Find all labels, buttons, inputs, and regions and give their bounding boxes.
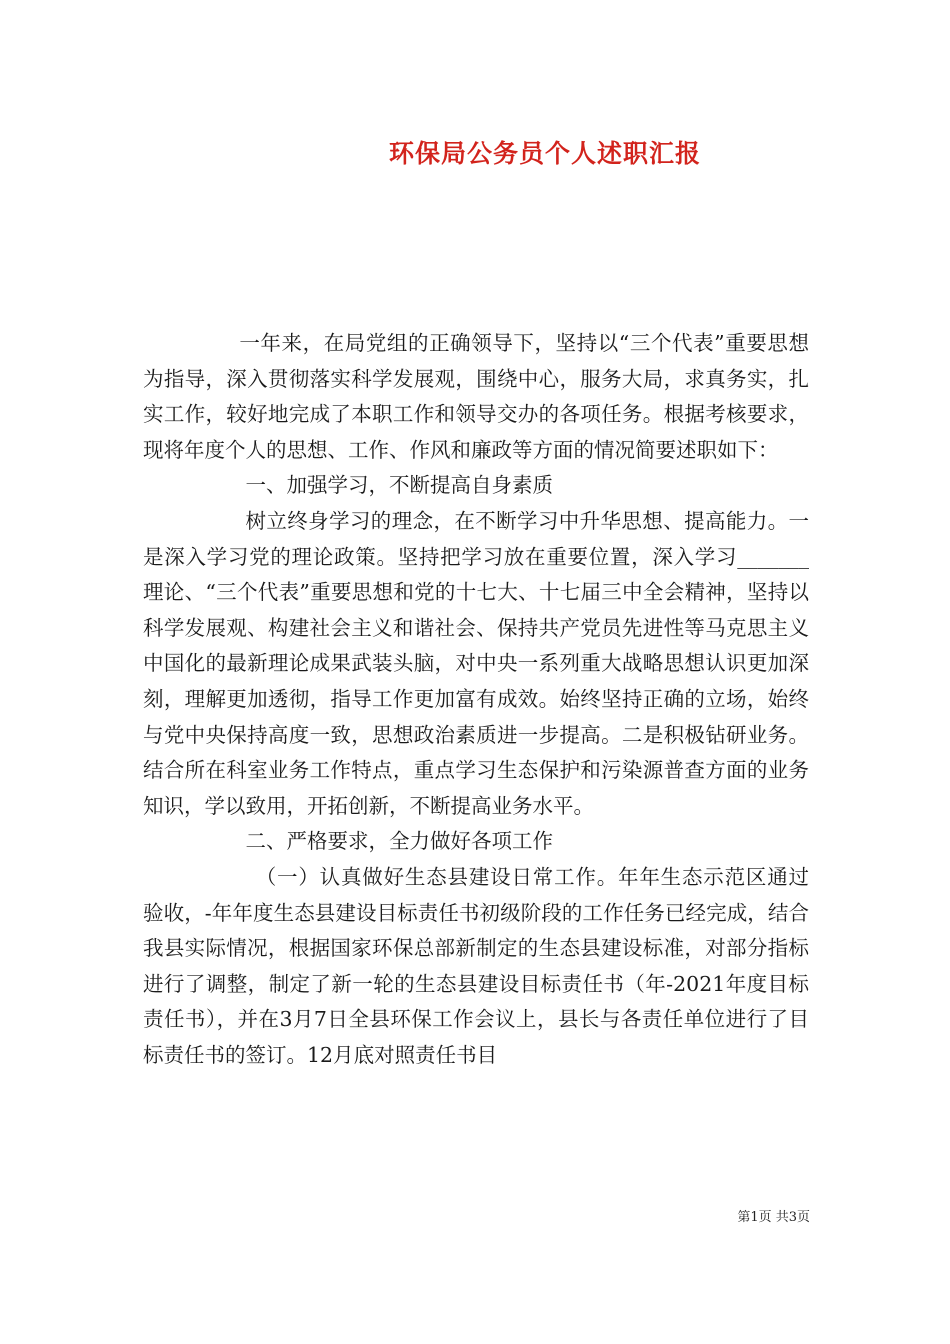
section-1-paragraph: 树立终身学习的理念，在不断学习中升华思想、提高能力。一是深入学习党的理论政策。坚持把学习放在重要位置，深入学习_______理论、“三个代表”重要思想和党的十七大、十七届三中全会精神，坚持以科学发展观、构建社会主义和谐社会、保持共产党员先进性等马克思主义中国化的最新理论成果武装头脑，对中央一系列重大战略思想认识更加深刻，理解更加透彻，指导工作更加富有成效。始终坚持正确的立场，始终与党中央保持高度一致，思想政治素质进一步提高。二是积极钻研业务。结合所在科室业务工作特点，重点学习生态保护和污染源普查方面的业务知识，学以致用，开拓创新，不断提高业务水平。 [143, 508, 809, 818]
document-body [143, 326, 809, 1073]
section-heading-2: 二、严格要求，全力做好各项工作 [245, 829, 553, 854]
intro-paragraph: 一年来，在局党组的正确领导下，坚持以“三个代表”重要思想为指导，深入贯彻落实科学发展观，围绕中心，服务大局，求真务实，扎实工作，较好地完成了本职工作和领导交办的各项任务。根据考核要求，现将年度个人的思想、工作、作风和廉政等方面的情况简要述职如下： [143, 331, 809, 462]
page-footer: 第1页 共3页 [737, 1210, 810, 1225]
document-title: 环保局公务员个人述职汇报 [388, 139, 701, 168]
section-heading-1: 一、加强学习，不断提高自身素质 [245, 473, 553, 498]
section-2-paragraph: （一）认真做好生态县建设日常工作。年年生态示范区通过验收，-年年度生态县建设目标责任书初级阶段的工作任务已经完成，结合我县实际情况，根据国家环保总部新制定的生态县建设标准，对部分指标进行了调整，制定了新一轮的生态县建设目标责任书（年-2021年度目标责任书），并在3月7日全县环保工作会议上，县长与各责任单位进行了目标责任书的签订。12月底对照责任书目 [143, 864, 809, 1067]
